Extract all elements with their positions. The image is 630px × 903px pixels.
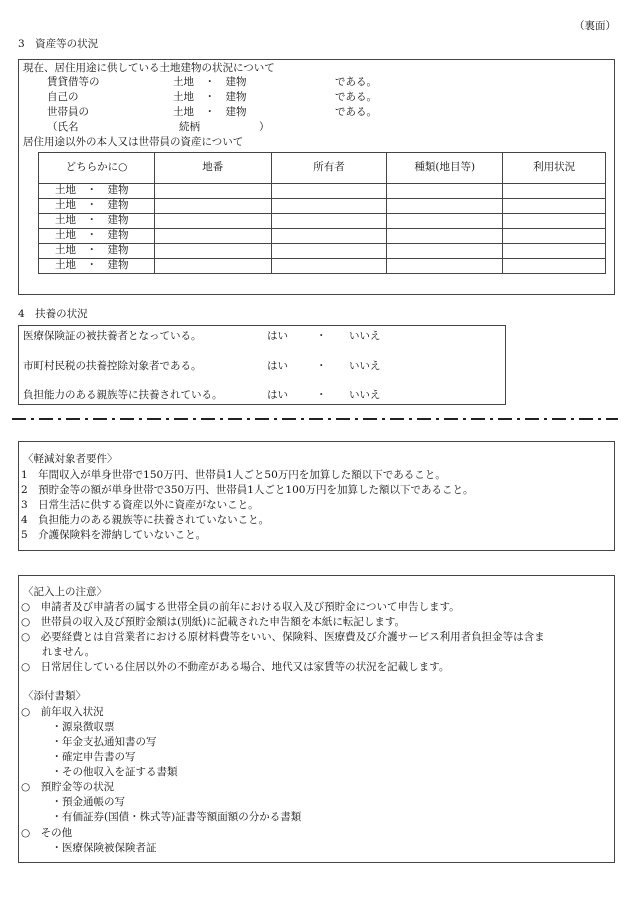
requirement-item: 4 負担能力のある親族等に扶養されていないこと。 [21,514,270,526]
requirements-box [18,441,615,551]
requirement-item: 3 日常生活に供する資産以外に資産がないこと。 [21,499,259,511]
lot-cell[interactable] [154,184,271,199]
note-item: ○ 必要経費とは自営業者における原材料費等をいい、保険料、医療費及び介護サービス利用者負担金等は含ま [21,631,545,643]
row-choice[interactable]: 土地 ・ 建物 [39,229,155,244]
tax-no[interactable]: いいえ [349,360,381,372]
dependents-box [18,325,506,405]
table-row [39,184,606,199]
notes-title: 〈記入上の注意〉 [23,586,107,598]
requirement-item: 5 介護保険料を滞納していないこと。 [21,529,207,541]
tax-dot: ・ [316,360,327,372]
notes-box [18,575,615,863]
usage-cell[interactable] [503,229,606,244]
rental-label: 賃貸借等の [47,76,100,88]
lot-cell[interactable] [154,244,271,259]
requirement-item: 2 預貯金等の額が単身世帯で350万円、世帯員1人ごと100万円を加算した額以下であること。 [21,484,474,496]
member-label: 世帯員の [47,106,89,118]
own-suffix: である。 [335,91,377,103]
owner-cell[interactable] [271,184,387,199]
type-cell[interactable] [387,244,503,259]
row-choice[interactable]: 土地 ・ 建物 [39,244,155,259]
row-choice[interactable]: 土地 ・ 建物 [39,259,155,274]
table-row [39,259,606,274]
type-cell[interactable] [387,229,503,244]
owner-cell[interactable] [271,214,387,229]
cut-line [12,416,618,422]
type-cell[interactable] [387,199,503,214]
name-close: ） [259,121,270,133]
lot-cell[interactable] [154,214,271,229]
attachment-item: ・有価証券(国債・株式等)証書等額面額の分かる書類 [41,811,302,823]
type-cell[interactable] [387,214,503,229]
table-header-row [39,153,606,184]
name-open: （氏名 [47,121,79,133]
rental-choice[interactable]: 土地 ・ 建物 [173,76,247,88]
insurance-no[interactable]: いいえ [349,330,381,342]
member-suffix: である。 [335,106,377,118]
attachment-item: ・その他収入を証する書類 [41,766,178,778]
requirement-item: 1 年間収入が単身世帯で150万円、世帯員1人ごと50万円を加算した額以下であること。 [21,469,446,481]
attachment-item: ○ その他 [21,827,73,839]
attachment-item: ・源泉徴収票 [41,721,115,733]
attachment-item: ・預金通帳の写 [41,796,125,808]
owner-cell[interactable] [271,229,387,244]
attachment-item: ・医療保険被保険者証 [41,842,157,854]
usage-cell[interactable] [503,244,606,259]
attachment-item: ○ 前年収入状況 [21,706,104,718]
note-item-cont: れません。 [21,646,96,658]
attachments-title: 〈添付書類〉 [23,690,86,702]
page-side-label: （裏面） [574,20,616,32]
usage-cell[interactable] [503,199,606,214]
relative-no[interactable]: いいえ [349,389,381,401]
usage-cell[interactable] [503,259,606,274]
assets-box [18,59,615,295]
usage-cell[interactable] [503,184,606,199]
rental-suffix: である。 [335,76,377,88]
relation-label: 続柄 [179,121,200,133]
section3-heading: 3 資産等の状況 [18,38,99,50]
own-choice[interactable]: 土地 ・ 建物 [173,91,247,103]
attachment-item: ・確定申告書の写 [41,751,136,763]
lot-cell[interactable] [154,199,271,214]
attachment-item: ・年金支払通知書の写 [41,736,157,748]
lot-cell[interactable] [154,229,271,244]
relative-yes[interactable]: はい [267,389,288,401]
relative-support-text: 負担能力のある親族等に扶養されている。 [23,389,223,401]
tax-dependent-text: 市町村民税の扶養控除対象者である。 [23,360,202,372]
attachment-item: ○ 預貯金等の状況 [21,781,115,793]
assets-table [38,152,606,274]
col-header-usage: 利用状況 [503,153,606,184]
insurance-dot: ・ [316,330,327,342]
residence-intro: 現在、居住用途に供している土地建物の状況について [23,62,275,74]
type-cell[interactable] [387,259,503,274]
table-row [39,214,606,229]
relative-dot: ・ [316,389,327,401]
other-assets-intro: 居住用途以外の本人又は世帯員の資産について [23,136,244,148]
tax-yes[interactable]: はい [267,360,288,372]
lot-cell[interactable] [154,259,271,274]
note-item: ○ 日常居住している住居以外の不動産がある場合、地代又は家賃等の状況を記載します。 [21,661,450,673]
table-row [39,244,606,259]
member-choice[interactable]: 土地 ・ 建物 [173,106,247,118]
col-header-lot: 地番 [154,153,271,184]
requirements-title: 〈軽減対象者要件〉 [23,453,118,465]
insurance-yes[interactable]: はい [267,330,288,342]
own-label: 自己の [47,91,79,103]
col-header-choice: どちらかに○ [39,153,155,184]
section4-heading: 4 扶養の状況 [18,308,88,320]
owner-cell[interactable] [271,199,387,214]
owner-cell[interactable] [271,244,387,259]
table-row [39,199,606,214]
note-item: ○ 申請者及び申請者の属する世帯全員の前年における収入及び預貯金について申告します。 [21,601,460,613]
row-choice[interactable]: 土地 ・ 建物 [39,199,155,214]
table-row [39,229,606,244]
type-cell[interactable] [387,184,503,199]
col-header-type: 種類(地目等) [387,153,503,184]
col-header-owner: 所有者 [271,153,387,184]
row-choice[interactable]: 土地 ・ 建物 [39,214,155,229]
usage-cell[interactable] [503,214,606,229]
note-item: ○ 世帯員の収入及び預貯金額は(別紙)に記載された申告額を本紙に転記します。 [21,616,406,628]
owner-cell[interactable] [271,259,387,274]
insurance-dependent-text: 医療保険証の被扶養者となっている。 [23,330,202,342]
row-choice[interactable]: 土地 ・ 建物 [39,184,155,199]
